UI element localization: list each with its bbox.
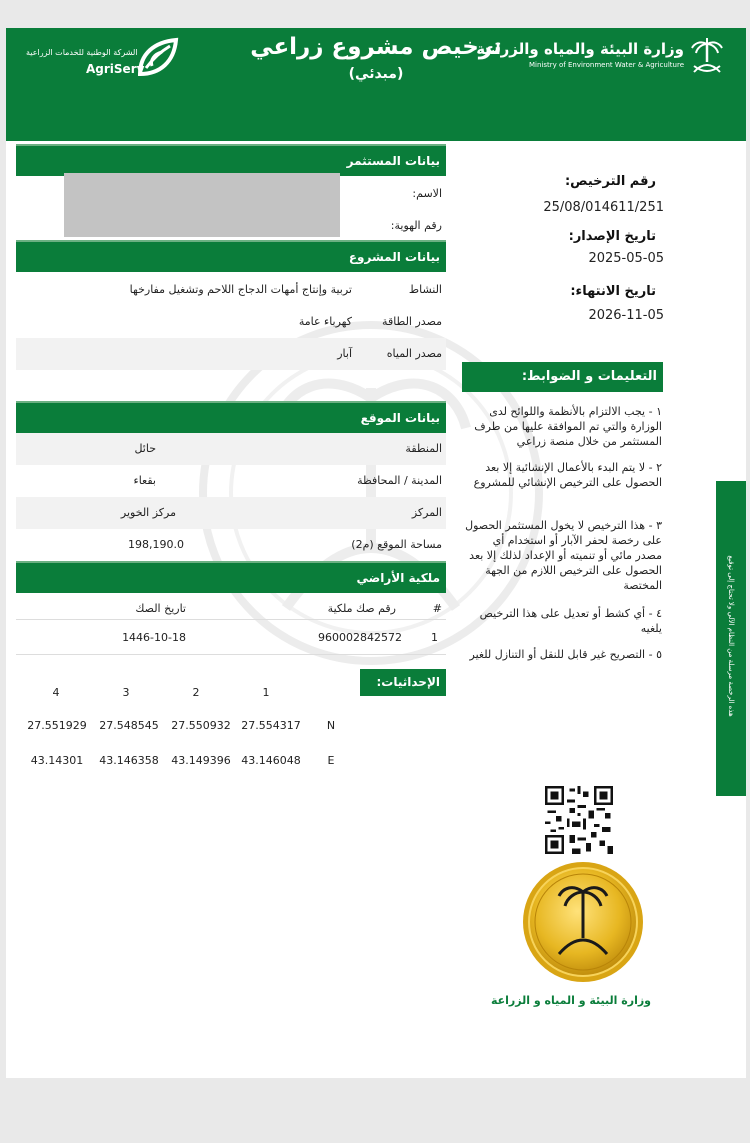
instruction-item: ٢ - لا يتم البدء بالأعمال الإنشائية إلا بعد الحصول على الترخيص الإنشائي للمشروع bbox=[473, 461, 662, 489]
issue-date-value: 2025-05-05 bbox=[588, 251, 664, 266]
e-value: 43.149396 bbox=[171, 754, 231, 767]
instruction-item: ٣ - هذا الترخيص لا يخول المستثمر الحصول على رخصة لحفر الآبار أو استخدام أي مصدر مائي أو تنميته أو الإعداد لذلك إلا بعد الحصول على الترخيص اللازم من الجهة المختصة bbox=[465, 519, 662, 592]
area-value: 198,190.0 bbox=[128, 538, 184, 551]
id-label: رقم الهوية: bbox=[390, 219, 442, 232]
instruction-item: ٤ - أي كشط أو تعديل على هذا الترخيص يلغيه bbox=[479, 607, 662, 635]
e-value: 43.146048 bbox=[241, 754, 301, 767]
e-label: E bbox=[327, 754, 335, 767]
center-row bbox=[16, 497, 446, 529]
instruction-item: ١ - يجب الالتزام بالأنظمة واللوائح لدى الوزارة والتي تم الموافقة عليها من طرف المستثمر من خلال منصة زراعي bbox=[474, 405, 662, 448]
point-label: 1 bbox=[262, 686, 270, 699]
point-label: 2 bbox=[192, 686, 200, 699]
cell-deed: 960002842572 bbox=[318, 631, 402, 644]
table-row bbox=[16, 619, 446, 655]
location-section-header: بيانات الموقع bbox=[16, 401, 446, 433]
coordinates-n-row bbox=[16, 709, 354, 741]
region-value: حائل bbox=[134, 442, 156, 455]
side-note-text: هذه الرخصة مرسلة من النظام الآلي ولا تحتاج إلى توقيع bbox=[727, 555, 735, 717]
area-label: مساحة الموقع (م2) bbox=[351, 538, 442, 551]
city-row bbox=[16, 465, 446, 497]
energy-row bbox=[16, 306, 446, 338]
cell-date: 1446-10-18 bbox=[122, 631, 186, 644]
project-section-header: بيانات المشروع bbox=[16, 240, 446, 272]
e-value: 43.14301 bbox=[30, 754, 84, 767]
investor-section-header: بيانات المستثمر bbox=[16, 144, 446, 176]
n-value: 27.548545 bbox=[99, 719, 159, 732]
water-label: مصدر المياه bbox=[386, 347, 442, 360]
ministry-name-ar: وزارة البيئة والمياه والزراعة bbox=[476, 40, 684, 58]
n-value: 27.551929 bbox=[27, 719, 87, 732]
n-value: 27.554317 bbox=[241, 719, 301, 732]
license-number-value: 25/08/014611/251 bbox=[543, 200, 664, 215]
center-value: مركز الخوير bbox=[120, 506, 176, 519]
water-row bbox=[16, 338, 446, 370]
coordinates-header: الإحداثيات: bbox=[360, 669, 446, 696]
e-value: 43.146358 bbox=[99, 754, 159, 767]
cell-num: 1 bbox=[431, 631, 438, 644]
col-deed: رقم صك ملكية bbox=[327, 602, 396, 615]
col-num: # bbox=[432, 602, 442, 615]
area-row bbox=[16, 529, 446, 561]
palm-swords-emblem-icon bbox=[688, 36, 726, 76]
side-note-tab bbox=[716, 481, 746, 796]
agri-company-en: AgriServ bbox=[86, 62, 145, 76]
water-value: آبار bbox=[337, 347, 352, 360]
ownership-section-header: ملكية الأراضي bbox=[16, 561, 446, 593]
col-date: تاريخ الصك bbox=[135, 602, 186, 615]
document-subtitle: (مبدئي) bbox=[348, 66, 404, 82]
center-label: المركز bbox=[411, 506, 442, 519]
license-number-label: رقم الترخيص: bbox=[564, 174, 656, 189]
energy-value: كهرباء عامة bbox=[298, 315, 352, 328]
activity-label: النشاط bbox=[408, 283, 442, 296]
expiry-date-value: 2026-11-05 bbox=[588, 308, 664, 323]
redacted-personal-info bbox=[64, 173, 340, 237]
instruction-item: ٥ - التصريح غير قابل للنقل أو التنازل للغير bbox=[469, 648, 662, 661]
instructions-header: التعليمات و الضوابط: bbox=[462, 362, 663, 392]
expiry-date-label: تاريخ الانتهاء: bbox=[570, 284, 656, 299]
region-label: المنطقة bbox=[405, 442, 442, 455]
activity-value: تربية وإنتاج أمهات الدجاج اللاحم وتشغيل مفارخها bbox=[129, 283, 352, 296]
header bbox=[6, 28, 746, 141]
ministry-name-en: Ministry of Environment Water & Agriculture bbox=[529, 61, 684, 69]
qr-code-icon bbox=[545, 786, 613, 854]
gold-seal-icon bbox=[521, 860, 645, 984]
name-label: الاسم: bbox=[412, 187, 442, 200]
coordinates-points-row bbox=[16, 676, 354, 708]
n-value: 27.550932 bbox=[171, 719, 231, 732]
agri-company-ar: الشركة الوطنية للخدمات الزراعية bbox=[26, 48, 138, 57]
license-document bbox=[6, 28, 746, 1078]
seal-ministry-text: وزارة البيئة و المياه و الزراعة bbox=[490, 994, 652, 1007]
issue-date-label: تاريخ الإصدار: bbox=[568, 229, 656, 244]
city-label: المدينة / المحافظة bbox=[357, 474, 442, 487]
region-row bbox=[16, 433, 446, 465]
coordinates-e-row bbox=[16, 744, 354, 776]
city-value: بقعاء bbox=[133, 474, 156, 487]
energy-label: مصدر الطاقة bbox=[382, 315, 442, 328]
n-label: N bbox=[326, 719, 336, 732]
document-title: ترخيص مشروع زراعي bbox=[250, 34, 502, 60]
activity-row bbox=[16, 274, 446, 306]
point-label: 3 bbox=[122, 686, 130, 699]
point-label: 4 bbox=[52, 686, 60, 699]
